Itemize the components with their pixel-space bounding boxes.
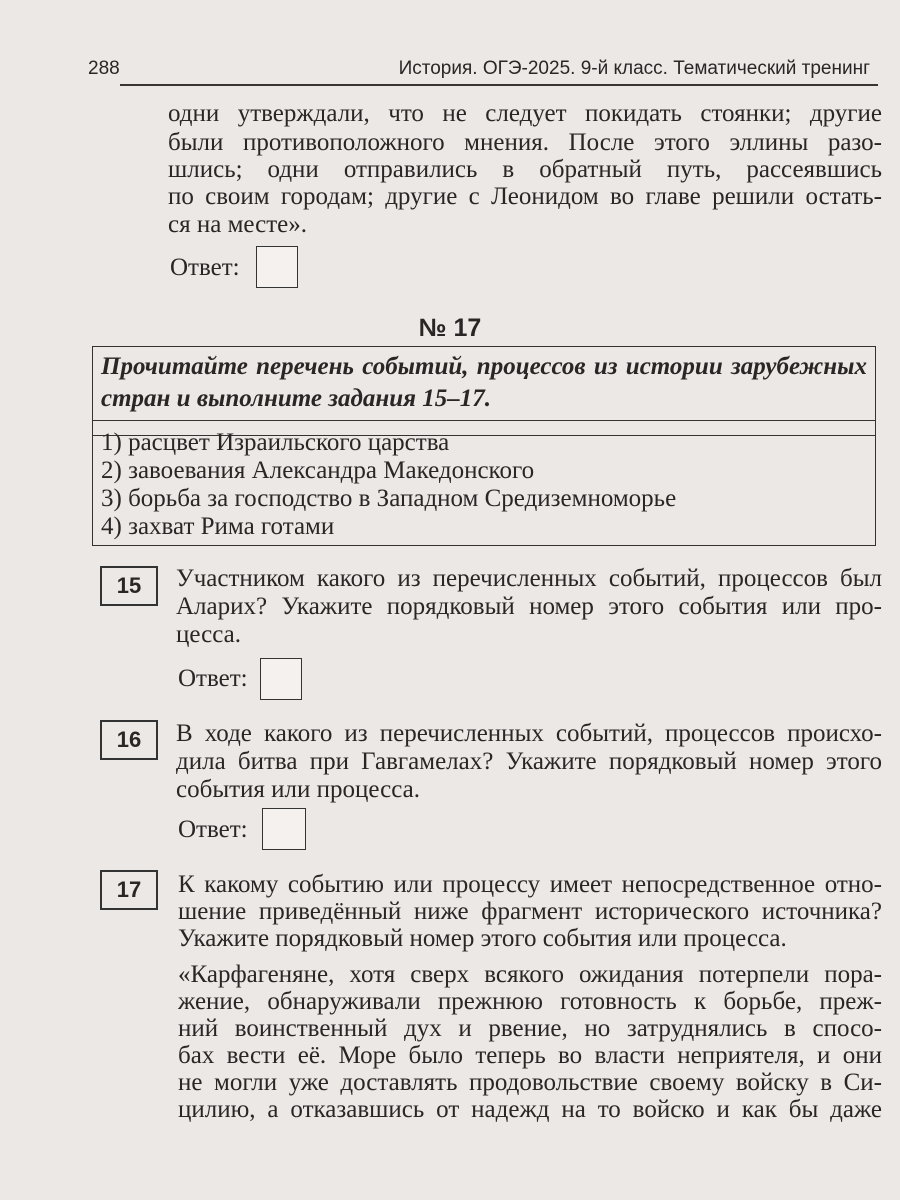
- question-line: дила битва при Гавгамелах? Укажите порядковый номер этого: [176, 748, 882, 775]
- question-number: 17: [100, 870, 158, 910]
- question-line: события или процесса.: [176, 776, 420, 803]
- question-line: Укажите порядковый номер этого события или процесса.: [178, 925, 787, 952]
- answer-label: Ответ:: [170, 254, 240, 281]
- answer-box[interactable]: [256, 246, 298, 288]
- question-line: Аларих? Укажите порядковый номер этого события или про-: [176, 593, 882, 620]
- header-rule: [120, 84, 878, 86]
- answer-box[interactable]: [262, 808, 306, 850]
- quote-line: не могли уже доставлять продовольствие своему войску в Си-: [178, 1069, 882, 1096]
- question-number: 16: [100, 720, 158, 760]
- section-title: № 17: [418, 314, 482, 342]
- passage-line: были противоположного мнения. После этого эллины разо-: [168, 129, 882, 156]
- page-number: 288: [88, 58, 120, 79]
- quote-line: жение, обнаруживали прежнюю готовность к борьбе, преж-: [178, 988, 882, 1015]
- question-line: шение приведённый ниже фрагмент исторического источника?: [178, 898, 882, 925]
- question-line: цесса.: [176, 621, 241, 648]
- option-item: 1) расцвет Израильского царства: [101, 429, 450, 456]
- passage-line: одни утверждали, что не следует покидать стоянки; другие: [168, 100, 882, 127]
- passage-line: по своим городам; другие с Леонидом во главе решили остать-: [168, 183, 882, 210]
- passage-line: ся на месте».: [168, 211, 307, 238]
- question-line: В ходе какого из перечисленных событий, процессов происхо-: [176, 720, 882, 747]
- quote-line: «Карфагеняне, хотя сверх всякого ожидания потерпели пора-: [178, 961, 882, 988]
- running-title: История. ОГЭ-2025. 9-й класс. Тематический тренинг: [398, 58, 870, 79]
- answer-label: Ответ:: [178, 665, 248, 692]
- question-line: К какому событию или процессу имеет непосредственное отно-: [178, 871, 882, 898]
- passage-line: шлись; одни отправились в обратный путь, рассеявшись: [168, 156, 882, 183]
- option-item: 4) захват Рима готами: [101, 513, 335, 540]
- question-line: Участником какого из перечисленных событий, процессов был: [176, 565, 882, 592]
- quote-line: ний воинственный дух и рвение, но затруднялись в спосо-: [178, 1015, 882, 1042]
- option-item: 3) борьба за господство в Западном Средиземноморье: [101, 485, 677, 512]
- option-item: 2) завоевания Александра Македонского: [101, 457, 535, 484]
- instruction-line: стран и выполните задания 15–17.: [101, 385, 492, 412]
- question-number: 15: [100, 566, 158, 606]
- answer-box[interactable]: [260, 658, 302, 700]
- options-box: [92, 420, 876, 546]
- instruction-line: Прочитайте перечень событий, процессов из истории зарубежных: [101, 353, 867, 380]
- quote-line: цилию, а отказавшись от надежд на то войско и как бы даже: [178, 1096, 882, 1123]
- quote-line: бах вести её. Море было теперь во власти неприятеля, и они: [178, 1042, 882, 1069]
- answer-label: Ответ:: [178, 816, 248, 843]
